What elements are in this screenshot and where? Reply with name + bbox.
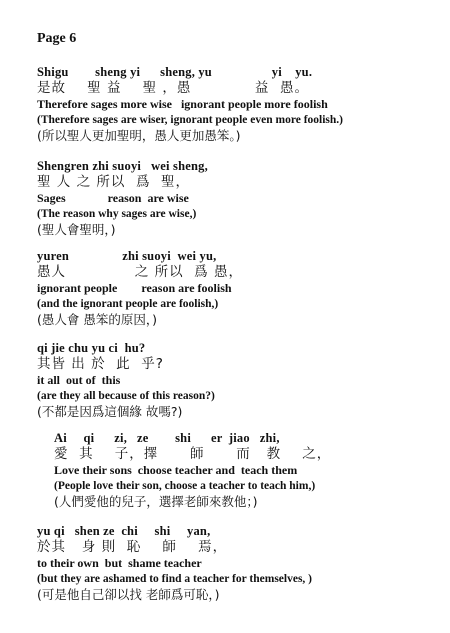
chinese-line: 愚人 之 所以 爲 愚， <box>37 264 243 280</box>
english-gloss-line: ignorant people reason are foolish <box>37 281 232 295</box>
chinese-line: 其皆 出 於 此 乎? <box>37 356 164 372</box>
english-gloss-line: Therefore sages more wise ignorant people more foolish <box>37 97 328 111</box>
english-translation: (The reason why sages are wise,) <box>37 208 197 220</box>
chinese-translation: (不都是因爲這個緣 故嗎?) <box>37 404 183 419</box>
pinyin-line: Shigu sheng yi sheng, yu yi yu. <box>37 65 313 79</box>
english-translation: (People love their son, choose a teacher to teach him,) <box>54 480 316 492</box>
chinese-translation: (愚人會 愚笨的原因，) <box>37 312 157 327</box>
chinese-line: 愛 其 子，擇 師 而 教 之， <box>54 446 332 462</box>
english-gloss-line: Sages reason are wise <box>37 191 189 205</box>
english-translation: (but they are ashamed to find a teacher for themselves, ) <box>37 573 313 585</box>
english-gloss-line: to their own but shame teacher <box>37 556 202 570</box>
page-number: Page 6 <box>37 31 77 46</box>
pinyin-line: Ai qi zi, ze shi er jiao zhi, <box>54 431 280 445</box>
pinyin-line: yuren zhi suoyi wei yu, <box>37 249 217 263</box>
chinese-line: 是故 聖 益 聖 ，愚 益 愚。 <box>37 80 309 96</box>
pinyin-line: yu qi shen ze chi shi yan, <box>37 524 211 538</box>
english-translation: (are they all because of this reason?) <box>37 390 215 402</box>
chinese-line: 於其 身 則 恥 師 焉， <box>37 539 228 555</box>
passage-section-5 <box>54 430 331 510</box>
passage-section-6 <box>37 523 312 603</box>
english-translation: (and the ignorant people are foolish,) <box>37 298 219 310</box>
chinese-translation: (所以聖人更加聖明，愚人更加愚笨。) <box>37 128 241 143</box>
pinyin-line: Shengren zhi suoyi wei sheng, <box>37 159 208 173</box>
chinese-translation: (人們愛他的兒子，選擇老師來教他；) <box>54 494 258 509</box>
passage-section-3 <box>37 248 243 328</box>
english-translation: (Therefore sages are wiser, ignorant people even more foolish.) <box>37 114 343 126</box>
passage-section-1 <box>37 64 343 144</box>
passage-section-2 <box>37 158 208 238</box>
chinese-line: 聖 人 之 所以 爲 聖， <box>37 174 191 190</box>
english-gloss-line: it all out of this <box>37 373 121 387</box>
chinese-translation: (可是他自己卻以找 老師爲可恥，) <box>37 587 220 602</box>
chinese-translation: (聖人會聖明，) <box>37 222 116 237</box>
passage-section-4 <box>37 340 215 420</box>
pinyin-line: qi jie chu yu ci hu? <box>37 341 146 355</box>
english-gloss-line: Love their sons choose teacher and teach them <box>54 463 298 477</box>
